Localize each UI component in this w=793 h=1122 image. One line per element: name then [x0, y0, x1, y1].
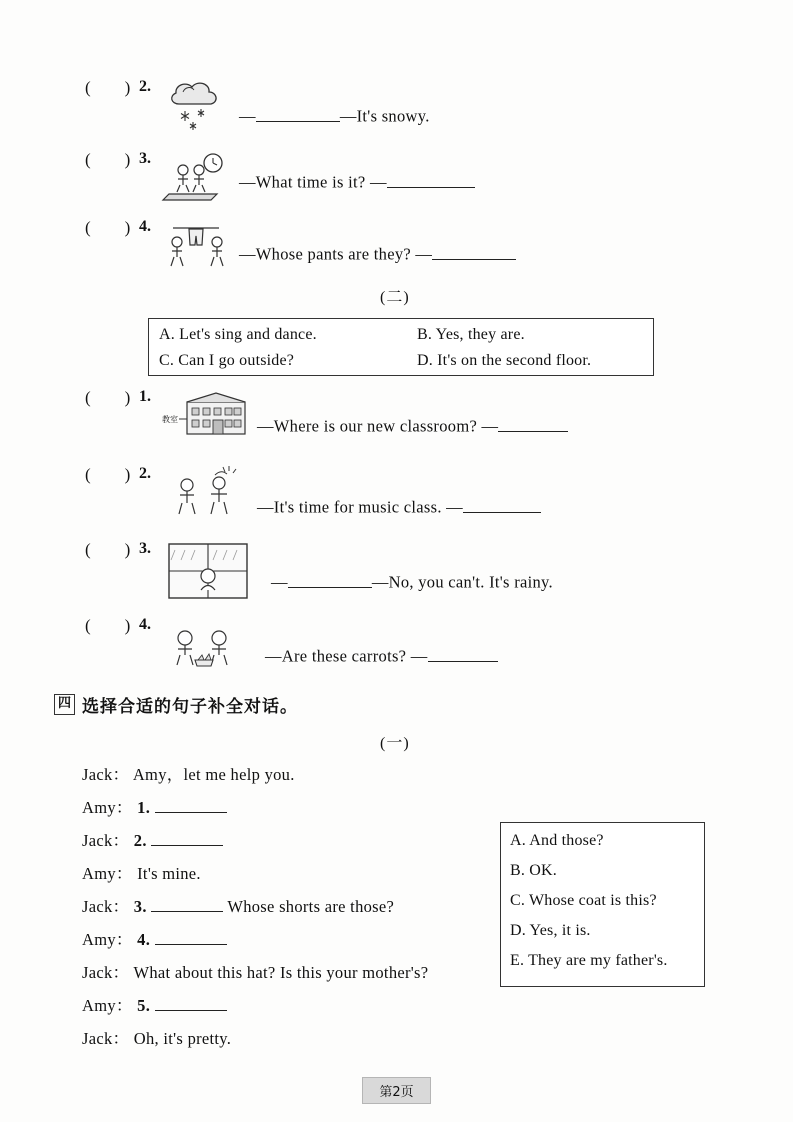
- sentence-before: —Where is our new classroom? —: [257, 416, 499, 436]
- snow-cloud-icon: [161, 78, 233, 136]
- dialogue-text: Oh, it's pretty.: [133, 1029, 232, 1048]
- dialogue-speaker: Jack：: [82, 963, 130, 982]
- answer-parenthesis[interactable]: ( ): [85, 388, 131, 407]
- dialogue-number: 4.: [137, 930, 151, 949]
- svg-text:教室: 教室: [162, 415, 178, 424]
- dialogue-text: It's mine.: [137, 864, 201, 883]
- answer-blank[interactable]: [428, 644, 498, 662]
- sentence-before: —What time is it? —: [239, 172, 387, 192]
- dialogue-text: Whose shorts are those?: [227, 897, 395, 916]
- answer-blank[interactable]: [288, 570, 372, 588]
- answer-blank[interactable]: [432, 242, 516, 260]
- option-e: E. They are my father's.: [510, 952, 668, 969]
- question-row[interactable]: [85, 540, 553, 602]
- option-d: D. It's on the second floor.: [417, 352, 592, 369]
- dialogue-speaker: Amy：: [82, 864, 133, 883]
- group-label-one: (一): [380, 735, 410, 752]
- section-title: 选择合适的句子补全对话。: [82, 697, 298, 717]
- question-sentence: [271, 570, 553, 592]
- answer-blank[interactable]: [387, 170, 475, 188]
- answer-blank[interactable]: [155, 796, 227, 814]
- option-c: C. Whose coat is this?: [510, 892, 657, 909]
- answer-parenthesis[interactable]: ( ): [85, 465, 131, 484]
- dialogue-line[interactable]: [82, 827, 223, 851]
- answer-parenthesis[interactable]: ( ): [85, 540, 131, 559]
- two-children-talking-icon: [161, 465, 251, 523]
- option-b: B. Yes, they are.: [417, 326, 525, 343]
- child-at-window-icon: [161, 540, 257, 602]
- dialogue-line[interactable]: [82, 893, 394, 917]
- sentence-after: —It's snowy.: [339, 106, 430, 126]
- dialogue-speaker: Amy：: [82, 996, 133, 1015]
- answer-parenthesis[interactable]: ( ): [85, 78, 131, 97]
- answer-blank[interactable]: [498, 414, 568, 432]
- option-d: D. Yes, it is.: [510, 922, 591, 939]
- dialogue-number: 3.: [133, 897, 147, 916]
- question-row[interactable]: [85, 218, 516, 274]
- question-sentence: [257, 414, 568, 436]
- question-row[interactable]: [85, 78, 430, 136]
- option-c: C. Can I go outside?: [159, 352, 295, 369]
- dialogue-speaker: Jack：: [82, 765, 130, 784]
- dialogue-line[interactable]: [82, 926, 227, 950]
- children-carrots-icon: [161, 616, 253, 672]
- page-footer: [0, 1077, 793, 1104]
- question-sentence: [239, 170, 475, 192]
- answer-blank[interactable]: [463, 495, 541, 513]
- section-badge: 四: [54, 694, 75, 715]
- question-sentence: [239, 104, 430, 126]
- answer-blank[interactable]: [155, 928, 227, 946]
- answer-parenthesis[interactable]: ( ): [85, 150, 131, 169]
- answer-blank[interactable]: [151, 895, 223, 913]
- question-row[interactable]: [85, 388, 568, 440]
- section-heading-four: [54, 692, 298, 717]
- sentence-after: —No, you can't. It's rainy.: [371, 572, 553, 592]
- question-sentence: [265, 644, 498, 666]
- question-row[interactable]: [85, 465, 541, 523]
- dialogue-line: [82, 1025, 231, 1049]
- question-number: 4.: [139, 616, 151, 633]
- options-box-four: [500, 822, 705, 987]
- dialogue-text: What about this hat? Is this your mother's?: [133, 963, 429, 982]
- dialogue-speaker: Jack：: [82, 1029, 130, 1048]
- question-number: 1.: [139, 388, 151, 405]
- page-number: 第2页: [362, 1077, 430, 1104]
- group-label-two: (二): [380, 289, 410, 306]
- dialogue-line: [82, 761, 295, 785]
- question-row[interactable]: [85, 616, 498, 672]
- options-box-two: [148, 318, 654, 376]
- dialogue-line: [82, 860, 201, 884]
- question-sentence: [239, 242, 516, 264]
- sentence-before: —: [239, 106, 256, 126]
- dialogue-speaker: Amy：: [82, 798, 133, 817]
- question-row[interactable]: [85, 150, 475, 202]
- sentence-before: —It's time for music class. —: [257, 497, 463, 517]
- answer-blank[interactable]: [155, 994, 227, 1012]
- question-number: 3.: [139, 540, 151, 557]
- dialogue-speaker: Amy：: [82, 930, 133, 949]
- answer-parenthesis[interactable]: ( ): [85, 218, 131, 237]
- dialogue-number: 5.: [137, 996, 151, 1015]
- option-a: A. Let's sing and dance.: [159, 326, 317, 343]
- option-b: B. OK.: [510, 862, 557, 879]
- sentence-before: —Whose pants are they? —: [239, 244, 433, 264]
- school-building-icon: [161, 388, 251, 440]
- dialogue-number: 2.: [133, 831, 147, 850]
- dialogue-number: 1.: [137, 798, 151, 817]
- children-clock-icon: [161, 150, 233, 202]
- question-number: 4.: [139, 218, 151, 235]
- dialogue-line: [82, 959, 428, 983]
- pants-children-icon: [161, 218, 233, 274]
- option-a: A. And those?: [510, 832, 604, 849]
- answer-blank[interactable]: [256, 104, 340, 122]
- dialogue-speaker: Jack：: [82, 897, 130, 916]
- sentence-before: —: [271, 572, 288, 592]
- dialogue-line[interactable]: [82, 794, 227, 818]
- question-number: 2.: [139, 78, 151, 95]
- answer-blank[interactable]: [151, 829, 223, 847]
- question-number: 2.: [139, 465, 151, 482]
- dialogue-speaker: Jack：: [82, 831, 130, 850]
- dialogue-line[interactable]: [82, 992, 227, 1016]
- sentence-before: —Are these carrots? —: [265, 646, 428, 666]
- question-number: 3.: [139, 150, 151, 167]
- answer-parenthesis[interactable]: ( ): [85, 616, 131, 635]
- question-sentence: [257, 495, 541, 517]
- dialogue-text: Amy，let me help you.: [132, 765, 295, 784]
